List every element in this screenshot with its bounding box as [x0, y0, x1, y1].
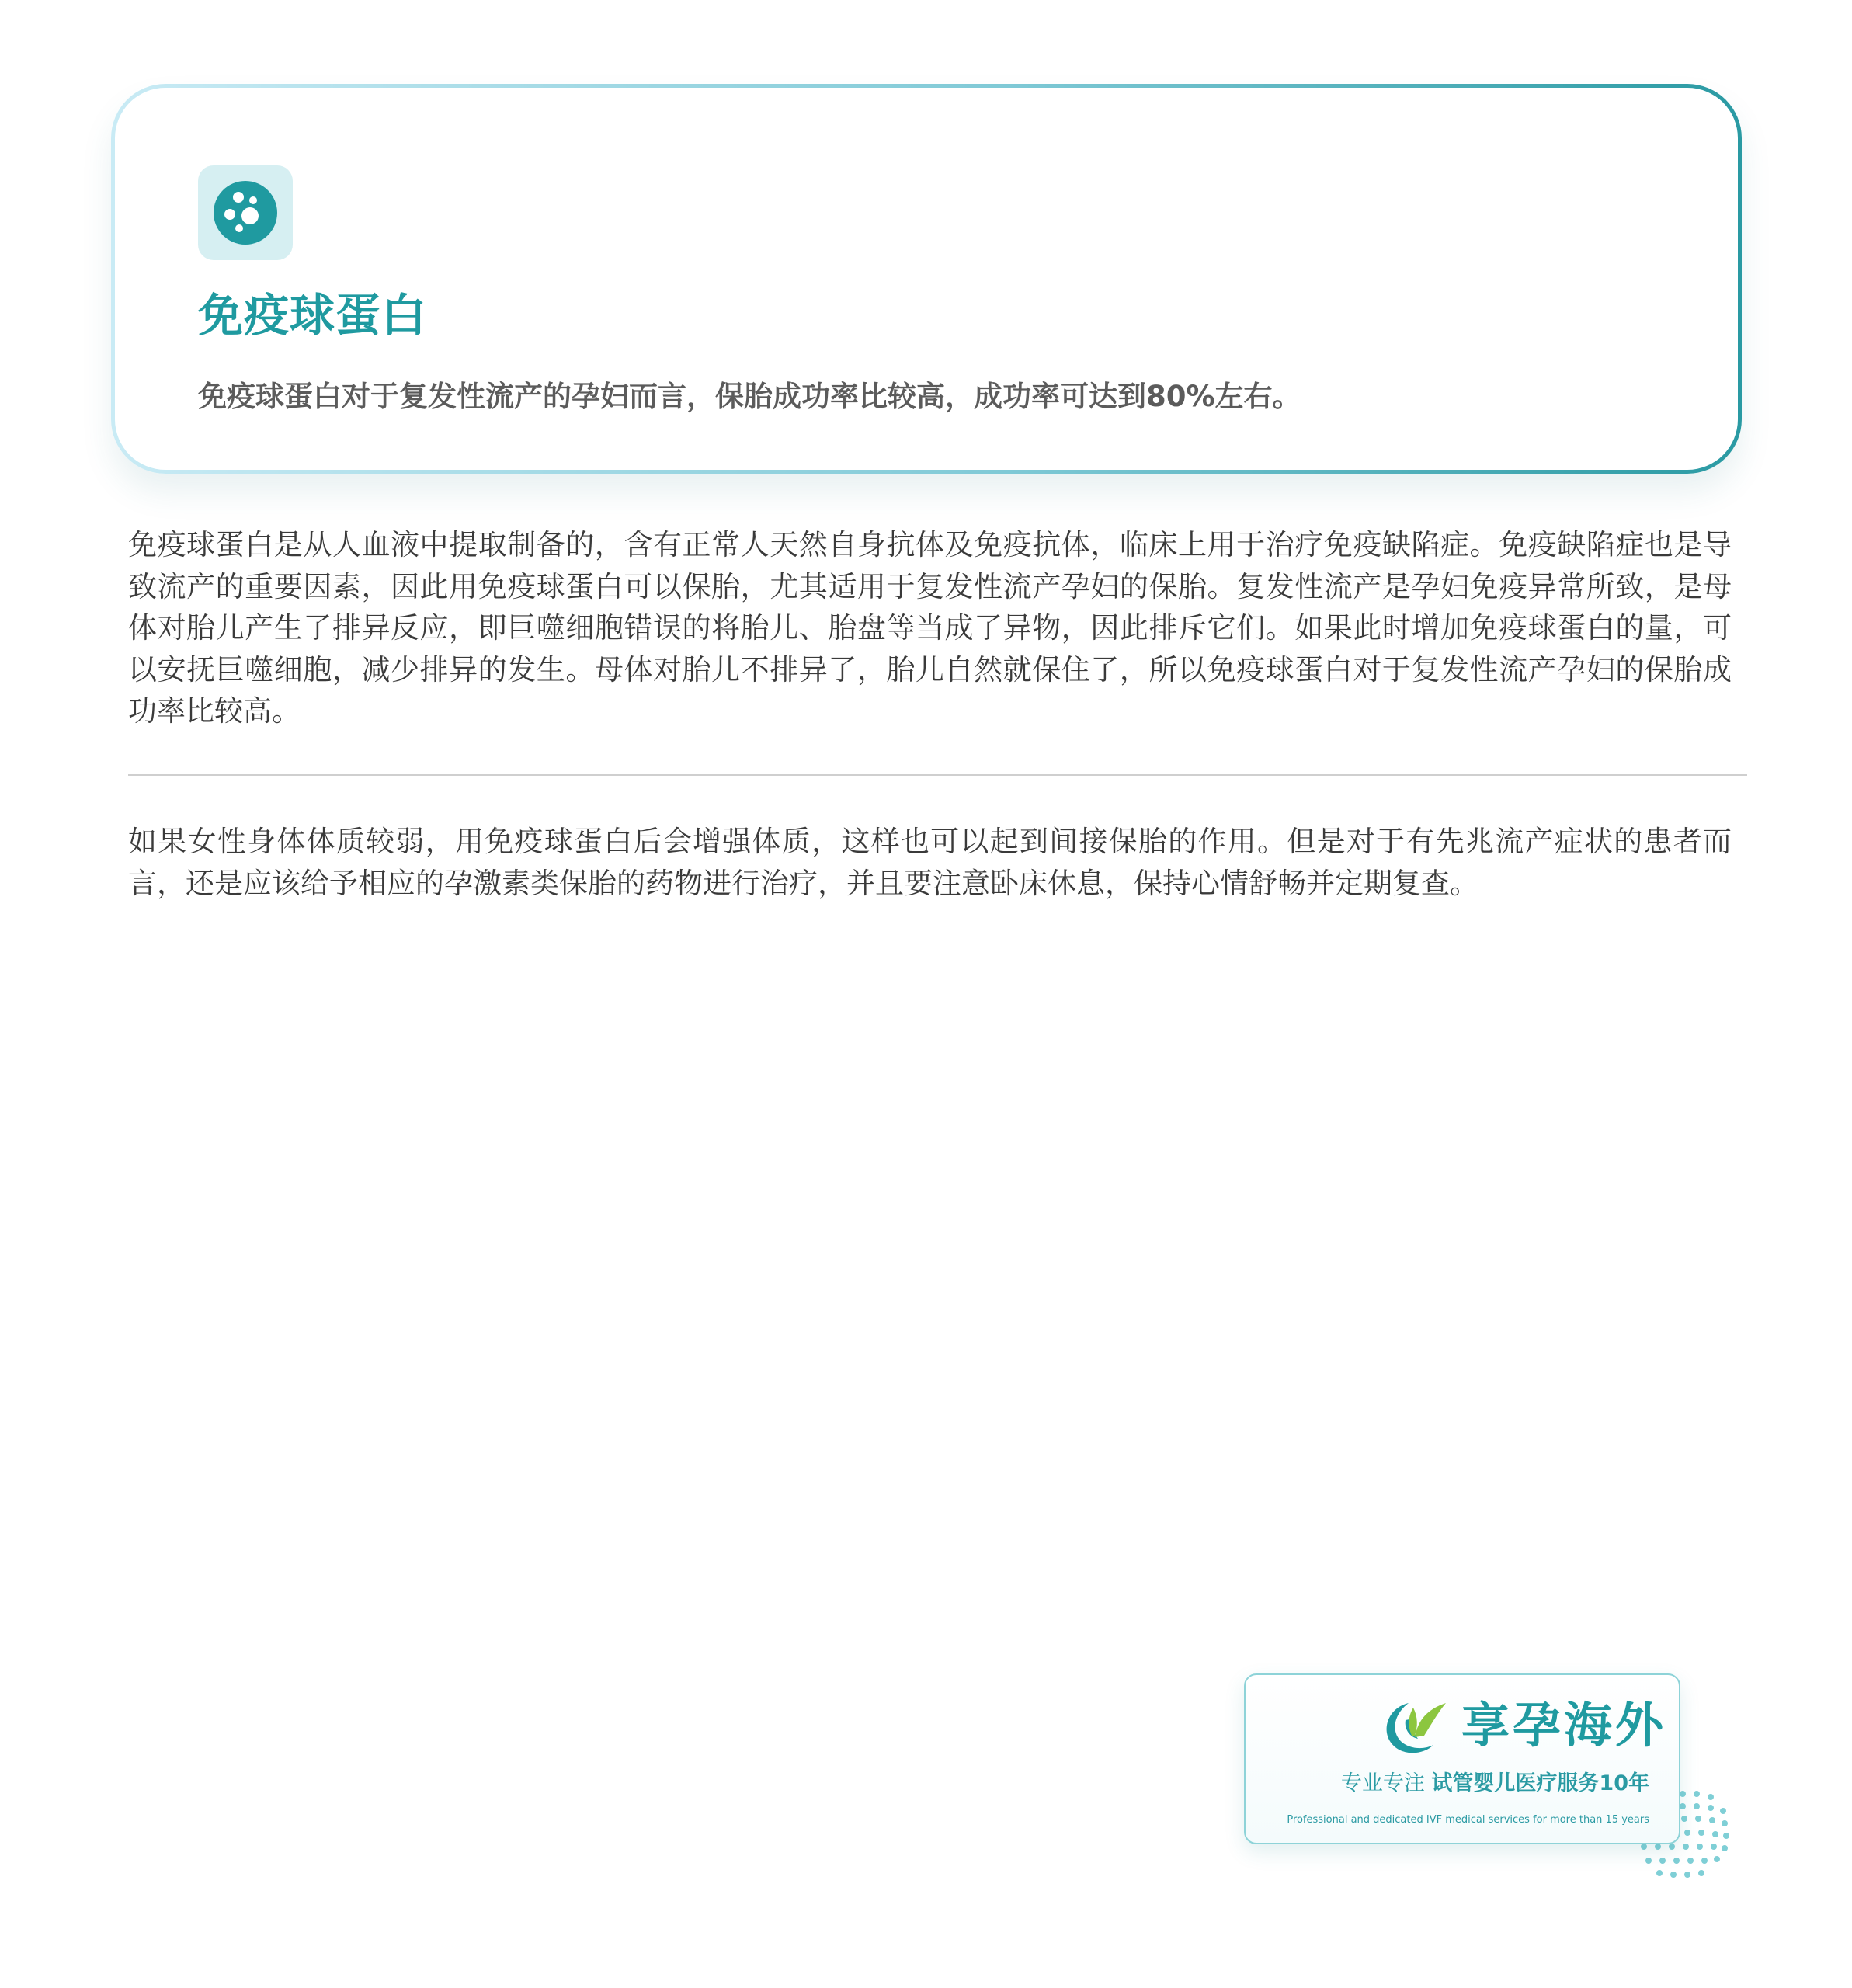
immunoglobulin-icon-tile: [198, 165, 293, 260]
brand-badge: [1244, 1673, 1680, 1844]
brand-slogan: [1341, 1770, 1649, 1798]
leaf-brand-logo-icon: [1378, 1692, 1449, 1757]
brand-name: 享孕海外: [1461, 1697, 1667, 1753]
body-paragraph-2: 如果女性身体体质较弱，用免疫球蛋白后会增强体质，这样也可以起到间接保胎的作用。但是对于有先兆流产症状的患者而言，还是应该给予相应的孕激素类保胎的药物进行治疗，并且要注意卧床休息，保持心情舒畅并定期复查。: [128, 825, 1732, 900]
brand-slogan-english: Professional and dedicated IVF medical services for more than 15 years: [1287, 1814, 1649, 1826]
brand-slogan-part2: 试管婴儿医疗服务10年: [1431, 1771, 1649, 1795]
highlight-card: [111, 84, 1742, 474]
brand-slogan-part1: 专业专注: [1340, 1771, 1425, 1795]
highlight-card-body: [115, 88, 1738, 470]
immunoglobulin-molecule-icon: [213, 180, 278, 245]
card-description: 免疫球蛋白对于复发性流产的孕妇而言，保胎成功率比较高，成功率可达到80%左右。: [198, 380, 1301, 413]
card-title: 免疫球蛋白: [198, 289, 428, 342]
section-divider: [128, 774, 1747, 776]
body-paragraph-1: 免疫球蛋白是从人血液中提取制备的，含有正常人天然自身抗体及免疫抗体，临床上用于治疗免疫缺陷症。免疫缺陷症也是导致流产的重要因素，因此用免疫球蛋白可以保胎，尤其适用于复发性流产孕妇的保胎。复发性流产是孕妇免疫异常所致，是母体对胎儿产生了排异反应，即巨噬细胞错误的将胎儿、胎盘等当成了异物，因此排斥它们。如果此时增加免疫球蛋白的量，可以安抚巨噬细胞，减少排异的发生。母体对胎儿不排异了，胎儿自然就保住了，所以免疫球蛋白对于复发性流产孕妇的保胎成功率比较高。: [128, 528, 1732, 728]
